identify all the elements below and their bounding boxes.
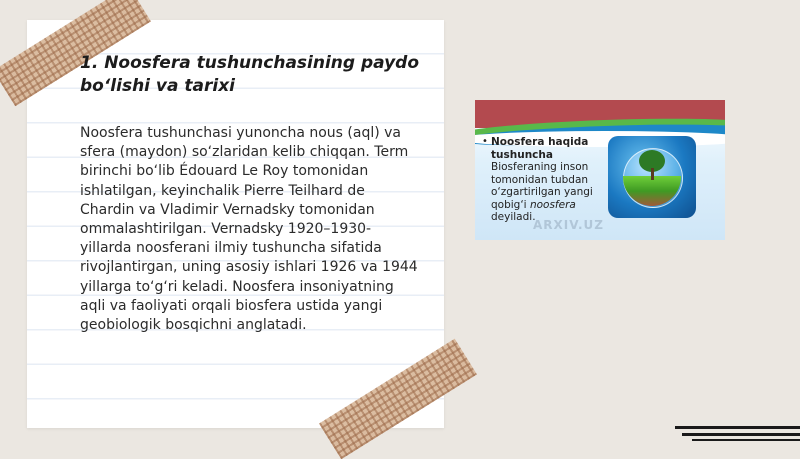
thumbnail-emphasis: noosfera [529, 198, 576, 211]
thumbnail-text [482, 136, 611, 224]
slide-title [80, 52, 420, 98]
thumbnail-body: Biosferaning inson tomonidan tubdan o‘zgartirilgan yangi qobig‘i [491, 161, 593, 211]
slide-title-line1: 1. Noosfera tushunchasining paydo [80, 53, 420, 73]
decorative-line-2 [682, 433, 800, 436]
bullet-icon: • [482, 136, 488, 147]
decorative-line-1 [675, 426, 800, 429]
globe-illustration [608, 136, 696, 218]
decorative-line-3 [692, 439, 800, 441]
slide-title-line2: bo‘lishi va tarixi [80, 76, 236, 96]
globe-grass [623, 176, 681, 206]
thumbnail-body-end: deyiladi. [491, 211, 536, 223]
thumbnail-watermark: ARXIV.UZ [533, 218, 604, 232]
tree-trunk [651, 168, 654, 180]
thumbnail-heading: Noosfera haqida tushuncha [491, 136, 589, 161]
decorative-lines [675, 424, 800, 444]
slide-thumbnail-image [475, 100, 725, 240]
slide-body-text: Noosfera tushunchasi yunoncha nous (aql) va sfera (maydon) so‘zlaridan kelib chiqqan. Term birinchi bo‘lib Édouard Le Roy tomonidan ishlatilgan, keyinchalik Pierre Teilhard de Chardin va Vladimir Vernadsky tomonidan ommalashtirilgan. Vernadsky 1920–1930-yillarda noosferani ilmiy tushuncha sifatida rivojlantirgan, uning asosiy ishlari 1926 va 1944 yillarga to‘g‘ri keladi. Noosfera insoniyatning aqli va faoliyati orqali biosfera ustida yangi geobiologik bosqichni anglatadi. [80, 125, 418, 334]
